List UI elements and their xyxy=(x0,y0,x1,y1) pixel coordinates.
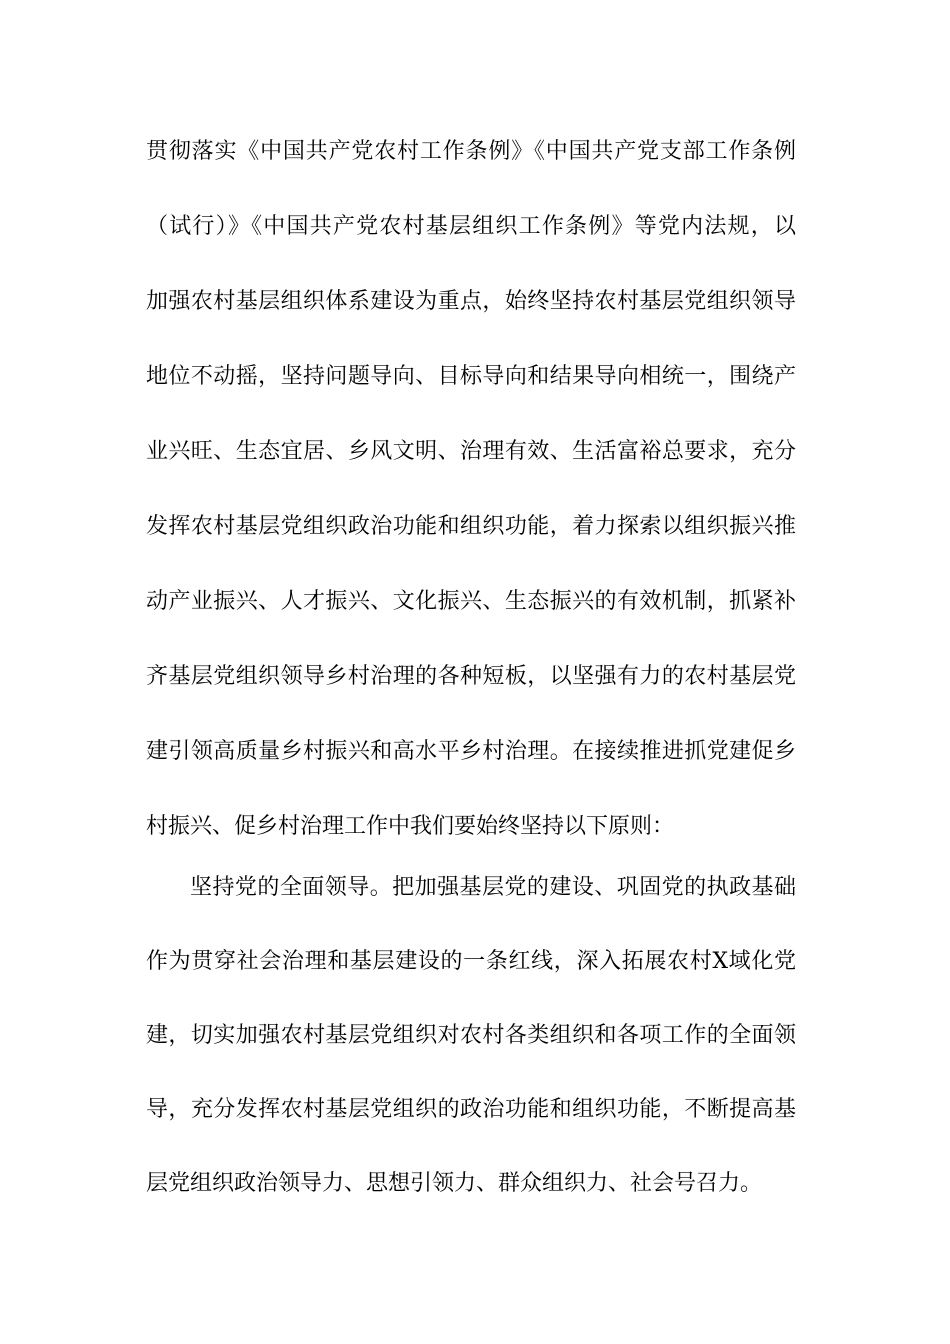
text-line-2: （试行）》《中国共产党农村基层组织工作条例》等党内法规，以 xyxy=(146,214,796,239)
text-line-15: 层党组织政治领导力、思想引领力、群众组织力、社会号召力。 xyxy=(146,1171,763,1196)
text-line-10: 村振兴、促乡村治理工作中我们要始终坚持以下原则： xyxy=(146,814,675,839)
text-line-1: 贯彻落实《中国共产党农村工作条例》《中国共产党支部工作条例 xyxy=(146,139,796,164)
text-line-6: 发挥农村基层党组织政治功能和组织功能，着力探索以组织振兴推 xyxy=(146,514,796,539)
text-line-5: 业兴旺、生态宜居、乡风文明、治理有效、生活富裕总要求，充分 xyxy=(146,439,796,464)
text-line-8: 齐基层党组织领导乡村治理的各种短板，以坚强有力的农村基层党 xyxy=(146,664,796,689)
text-line-7: 动产业振兴、人才振兴、文化振兴、生态振兴的有效机制，抓紧补 xyxy=(146,589,796,614)
text-line-9: 建引领高质量乡村振兴和高水平乡村治理。在接续推进抓党建促乡 xyxy=(146,739,796,764)
text-line-3: 加强农村基层组织体系建设为重点，始终坚持农村基层党组织领导 xyxy=(146,289,796,314)
text-line-4: 地位不动摇，坚持问题导向、目标导向和结果导向相统一，围绕产 xyxy=(146,364,796,389)
text-line-14: 导，充分发挥农村基层党组织的政治功能和组织功能，不断提高基 xyxy=(146,1097,796,1122)
text-line-11: 坚持党的全面领导。把加强基层党的建设、巩固党的执政基础 xyxy=(190,875,796,900)
text-line-12: 作为贯穿社会治理和基层建设的一条红线，深入拓展农村X域化党 xyxy=(146,949,796,974)
text-line-13: 建，切实加强农村基层党组织对农村各类组织和各项工作的全面领 xyxy=(146,1023,796,1048)
